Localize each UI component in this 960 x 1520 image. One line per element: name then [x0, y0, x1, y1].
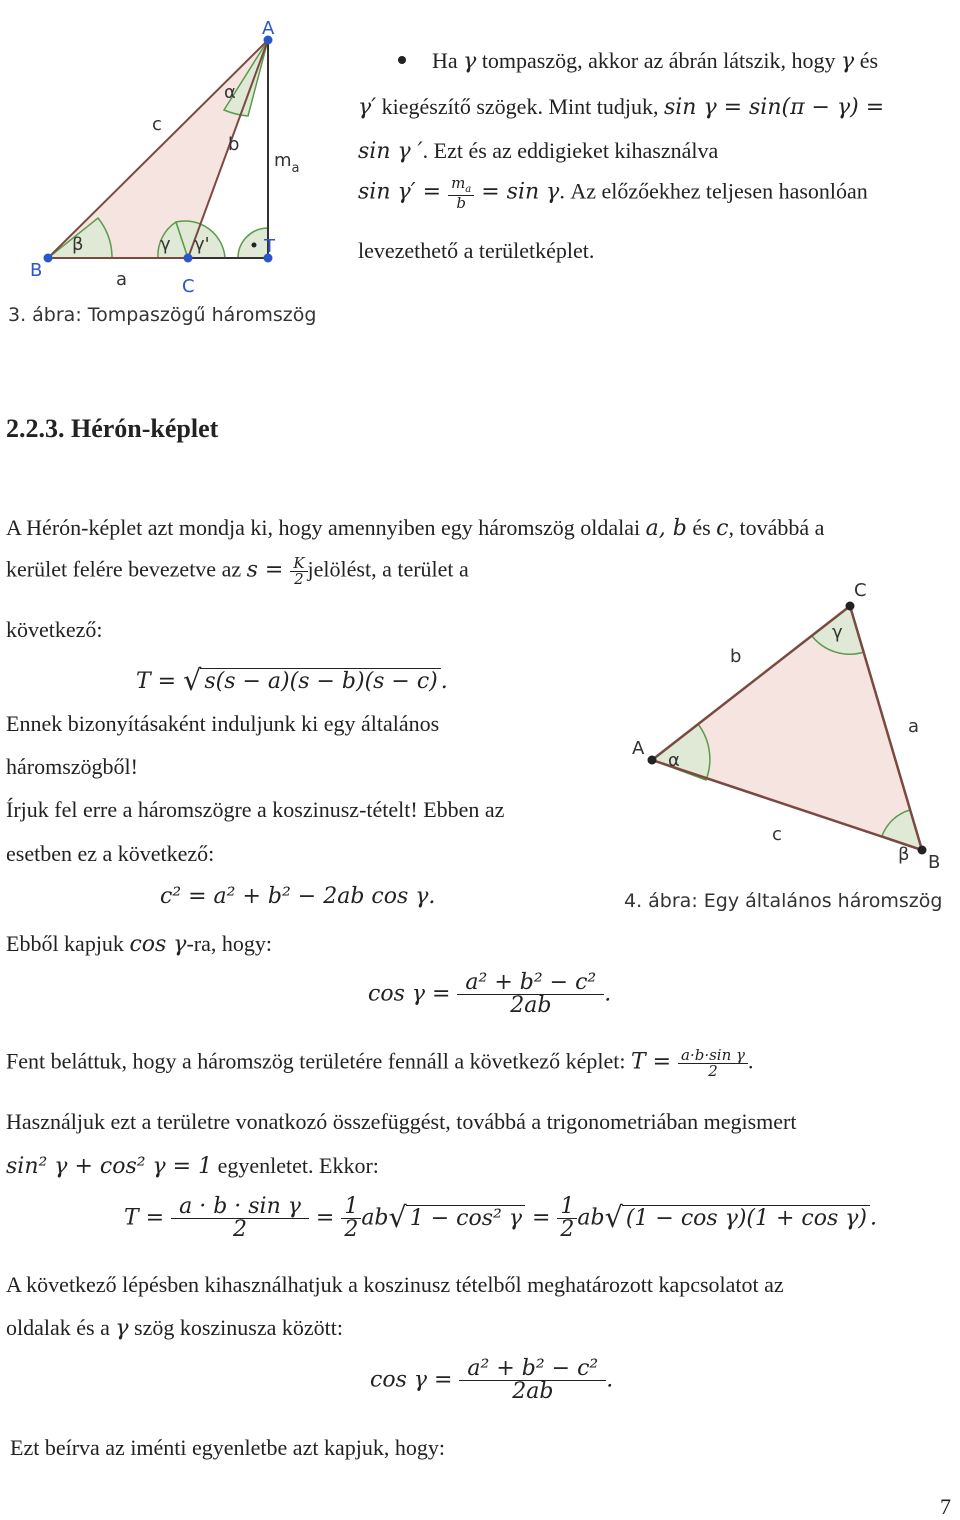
- label-alpha: α: [224, 82, 236, 103]
- vertex-b-point: [918, 846, 927, 855]
- section-heading: 2.2.3. Hérón-képlet: [6, 414, 219, 443]
- bullet-line-4: sin γ′ = $\frac{m_a}{b}$ = sin γ. Az előzőekhez teljesen hasonlóan: [358, 174, 868, 212]
- label-gamma: γ: [160, 234, 171, 255]
- figure-3-obtuse-triangle: [0, 0, 340, 340]
- label-B: B: [928, 852, 941, 873]
- equation-cos-gamma-1: cos γ = $\frac{\text{a² + b² − c²}}{2ab}$ .: [368, 970, 612, 1018]
- para1-line-1: A Hérón-képlet azt mondja ki, hogy amennyiben egy háromszög oldalai a, b és c, továbbá a: [6, 515, 825, 541]
- label-beta: β: [72, 234, 84, 255]
- para2-line-3: Írjuk fel erre a háromszögre a koszinusz-tételt! Ebben az: [6, 797, 505, 822]
- label-A: A: [632, 738, 645, 759]
- label-A: A: [262, 18, 275, 39]
- fraction-absin-over-2: $\frac{\text{a · b · sin γ}}{2}$: [171, 1196, 309, 1241]
- para2-line-1: Ennek bizonyításaként induljunk ki egy általános: [6, 711, 440, 736]
- para2-line-2: háromszögből!: [6, 754, 138, 779]
- label-beta: β: [898, 844, 910, 865]
- equation-cos-gamma-2: cos γ = $\frac{\text{a² + b² − c²}}{2ab}$ .: [370, 1356, 614, 1404]
- vertex-a-point: [648, 756, 657, 765]
- label-C: C: [854, 580, 867, 601]
- bullet-line-1: Ha γ tompaszög, akkor az ábrán látszik, hogy γ és: [432, 48, 879, 74]
- label-b: b: [228, 134, 240, 155]
- para1-line-2: kerület felére bevezetve az s = $\frac{K}{2}$ jelölést, a terület a: [6, 554, 469, 588]
- para4: Fent beláttuk, hogy a háromszög területére fennáll a következő képlet: T = $\frac{\text{a·b·sin γ}}{2}$ .: [6, 1046, 754, 1080]
- fraction-k-over-2: $\frac{K}{2}$: [290, 556, 307, 587]
- equation-area-derivation: T = $\frac{\text{a · b · sin γ}}{2}$ = $\frac{1}{2}$ ab√ 1 − cos² γ = $\frac{1}{2}$ ab√ (1 − cos γ)(1 + cos γ) .: [124, 1194, 878, 1242]
- bullet-dot: [398, 56, 406, 64]
- fraction-ma-over-b: $\frac{m_a}{b}$: [448, 176, 474, 211]
- fraction-half-2: $\frac{1}{2}$: [557, 1196, 577, 1241]
- figure-4-general-triangle: [600, 570, 950, 920]
- fraction-cos-gamma: $\frac{\text{a² + b² − c²}}{2ab}$: [457, 972, 604, 1017]
- vertex-c-point: [846, 602, 855, 611]
- para6-line-2: oldalak és a γ szög koszinusza között:: [6, 1315, 343, 1341]
- bullet-line-5: levezethető a területképlet.: [358, 238, 595, 263]
- label-a: a: [116, 269, 128, 290]
- vertex-c-point: [184, 254, 193, 263]
- label-gamma-prime: γ': [194, 234, 210, 255]
- equation-cosine-rule: c² = a² + b² − 2ab cos γ.: [160, 884, 436, 909]
- figure-4-caption: 4. ábra: Egy általános háromszög: [624, 890, 943, 912]
- label-alpha: α: [668, 750, 680, 771]
- label-c: c: [772, 824, 782, 845]
- vertex-b-point: [44, 254, 53, 263]
- para7: Ezt beírva az iménti egyenletbe azt kapjuk, hogy:: [10, 1435, 445, 1460]
- para1-line-3: következő:: [6, 617, 103, 642]
- label-a: a: [908, 716, 920, 737]
- page-number: 7: [940, 1494, 951, 1519]
- fraction-area: $\frac{\text{a·b·sin γ}}{2}$: [678, 1048, 748, 1079]
- label-gamma: γ: [832, 622, 843, 643]
- fraction-half-1: $\frac{1}{2}$: [341, 1196, 361, 1241]
- para5-line-2: sin² γ + cos² γ = 1 egyenletet. Ekkor:: [6, 1153, 379, 1179]
- equation-heron: T = √ s(s − a)(s − b)(s − c) .: [136, 663, 448, 697]
- right-angle-dot: [252, 243, 257, 248]
- para3: Ebből kapjuk cos γ-ra, hogy:: [6, 931, 272, 957]
- para2-line-4: esetben ez a következő:: [6, 841, 215, 866]
- label-C: C: [182, 276, 195, 297]
- figure-3-caption: 3. ábra: Tompaszögű háromszög: [8, 304, 317, 326]
- bullet-line-3: sin γ ′. Ezt és az eddigieket kihasználva: [358, 138, 719, 164]
- para6-line-1: A következő lépésben kihasználhatjuk a koszinusz tételből meghatározott kapcsolatot az: [6, 1272, 784, 1297]
- para5-line-1: Használjuk ezt a területre vonatkozó összefüggést, továbbá a trigonometriában megismert: [6, 1109, 797, 1134]
- fraction-cos-gamma-2: $\frac{\text{a² + b² − c²}}{2ab}$: [459, 1358, 606, 1403]
- label-T: T: [264, 236, 275, 257]
- label-b: b: [730, 646, 742, 667]
- label-c: c: [152, 114, 162, 135]
- bullet-line-2: γ′ kiegészítő szögek. Mint tudjuk, sin γ = sin(π − γ) =: [358, 94, 885, 120]
- label-ma: $m_a$: [274, 150, 300, 176]
- label-B: B: [30, 260, 43, 281]
